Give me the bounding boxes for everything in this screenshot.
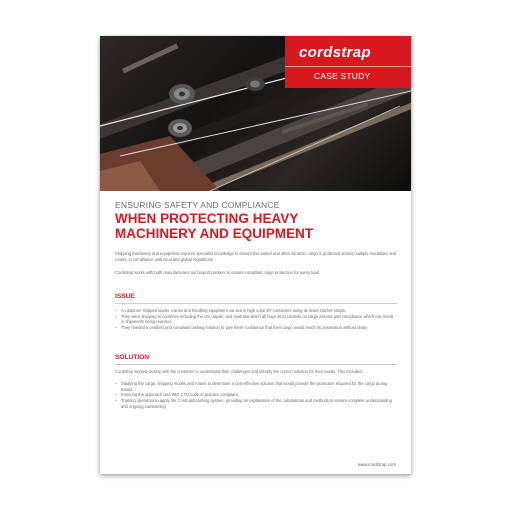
- hero-image: [100, 36, 411, 191]
- headline: [115, 211, 405, 241]
- issue-heading: ISSUE: [115, 293, 135, 300]
- brand-badge: [285, 36, 411, 88]
- issue-divider: [115, 303, 397, 304]
- solution-divider: [115, 364, 397, 365]
- issue-item: – A customer shipped loader cranes and handling equipment via sea in high cube 40' containers using tie down ratchet straps.: [115, 308, 397, 314]
- solution-item: – Studying the cargo, shipping modes and routes to determine a cost-effective solution that would provide the protection required for the cargo during transit.: [115, 381, 397, 392]
- issue-item: – They were shipping to countries including the US, Japan, and Australia which all have strict controls on cargo arrivals and compliance which can result in shipments being rejected.: [115, 314, 397, 325]
- headline-line-2: MACHINERY AND EQUIPMENT: [115, 226, 314, 241]
- issue-list: [115, 308, 397, 331]
- solution-intro: Cordstrap worked closely with the customer to understand their challenges and identify the correct solution for their needs. This included:: [115, 369, 363, 374]
- solution-item: – Ensuring the approach was IMO CTU code of practice compliant.: [115, 392, 397, 398]
- case-study-document: [100, 36, 411, 474]
- cordstrap-logo: cordstrap: [299, 44, 371, 61]
- headline-line-1: WHEN PROTECTING HEAVY: [115, 211, 299, 226]
- case-study-label: CASE STUDY: [314, 71, 371, 81]
- solution-list: [115, 381, 397, 410]
- badge-divider: [285, 66, 411, 67]
- issue-item: – They needed a certified and compliant lashing solution to give them confidence that their cargo would reach its destination without delay.: [115, 325, 397, 331]
- intro-paragraph-1: Shipping machinery and equipment requires specialist knowledge to ensure this varied and often dynamic cargo is protected across multiple modalities and routes, in compliance with local and global regulations.: [115, 251, 397, 262]
- footer-url: www.cordstrap.com: [357, 462, 396, 467]
- solution-heading: SOLUTION: [115, 354, 150, 361]
- solution-item: – Training operators to apply the CordLash lashing system, providing an explanation of the calculations and methods to ensure complete understanding and ongoing consistency.: [115, 398, 397, 409]
- intro-paragraph-2: Cordstrap works with both manufacturers and export packers to ensure compliant cargo protection for every load.: [115, 270, 321, 275]
- kicker-text: ENSURING SAFETY AND COMPLIANCE: [115, 200, 280, 210]
